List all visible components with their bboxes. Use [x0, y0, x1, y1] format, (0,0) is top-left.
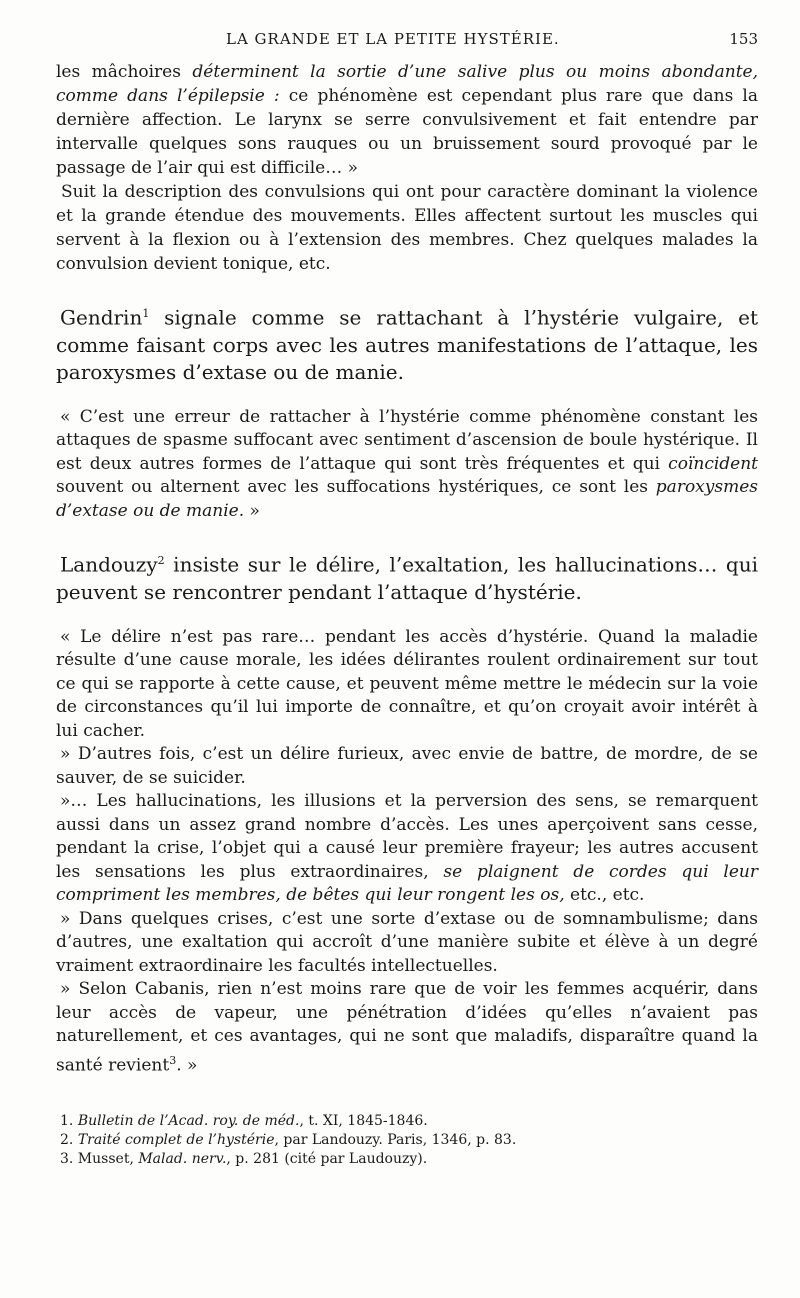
footnote-1 — [60, 1112, 758, 1131]
text-run: insiste sur le délire, l’exaltation, les hallucinations… qui peuvent se rencontrer pendant l’attaque d’hystérie. — [56, 552, 758, 604]
text-run: « C’est une erreur de rattacher à l’hystérie comme phénomène constant les attaques de spasme suffocant avec sentiment d’ascension de boule hystérique. Il est deux autres formes de l’attaque qui sont très fréquentes et qui — [56, 406, 758, 474]
italic-run: paroxysmes d’extase ou de manie. — [56, 477, 758, 521]
italic-run: Malad. nerv. — [138, 1150, 227, 1167]
footnote-number: 3. — [60, 1150, 74, 1167]
footnote-ref[interactable]: 1 — [142, 307, 150, 320]
paragraph-gendrin — [56, 300, 758, 386]
text-run: Musset, — [73, 1150, 139, 1167]
quote-paragraph: « Le délire n’est pas rare… pendant les accès d’hystérie. Quand la maladie résulte d’une cause morale, les idées délirantes roulent ordinairement sur tout ce qui se rapporte à cette cause, et peuvent même mettre le médecin sur la voie de circonstances qu’il lui importe de connaître, et qu’on croyait avoir intérêt à lui cacher. — [56, 626, 758, 741]
page-number: 153 — [729, 30, 758, 48]
footnote-number: 1. — [60, 1112, 74, 1129]
italic-run: déterminent la sortie d’une salive plus ou moins abondante, comme dans l’épilepsie : — [56, 62, 758, 106]
italic-run: Bulletin de l’Acad. roy. de méd. — [77, 1112, 300, 1129]
text-run: » — [244, 500, 260, 521]
author-name: Gendrin — [60, 305, 143, 330]
text-run: . » — [176, 1055, 198, 1076]
text-run: signale comme se rattachant à l’hystérie vulgaire, et comme faisant corps avec les autres manifestations de l’attaque, les paroxysmes d’extase ou de manie. — [56, 305, 758, 384]
quote-gendrin — [56, 406, 758, 524]
italic-run: coïncident — [668, 453, 758, 474]
italic-run: se plaignent de cordes qui leur compriment les membres, de bêtes qui leur rongent les os, — [56, 861, 758, 906]
top-text-block — [56, 60, 758, 276]
footnote-3 — [60, 1150, 758, 1169]
footnote-ref[interactable]: 2 — [157, 554, 165, 568]
italic-run: Traité complet de l’hystérie — [77, 1131, 275, 1148]
book-page — [56, 30, 758, 1169]
paragraph-convulsions: Suit la description des convulsions qui ont pour caractère dominant la violence et la grande étendue des mouvements. Elles affectent surtout les muscles qui servent à la flexion ou à l’extension des membres. Chez quelques malades la convulsion devient tonique, etc. — [56, 182, 758, 274]
text-run: souvent ou alternent avec les suffocations hystériques, ce sont les — [56, 477, 656, 498]
text-run: »… Les hallucinations, les illusions et la perversion des sens, se remarquent aussi dans un assez grand nombre d’accès. Les unes aperçoivent sans cesse, pendant la crise, l’objet qui a causé leur première frayeur; les autres accusent les sensations les plus extraordinaires, — [56, 791, 758, 882]
footnote-number: 2. — [60, 1131, 74, 1148]
quote-paragraph: » Dans quelques crises, c’est une sorte d’extase ou de somnambulisme; dans d’autres, une exaltation qui accroît d’une manière subite et élève à un degré vraiment extraordinaire les facultés intellectuelles. — [56, 908, 758, 976]
text-run: » Selon Cabanis, rien n’est moins rare que de voir les femmes acquérir, dans leur accès de vapeur, une pénétration d’idées qu’elles n’avaient pas naturellement, et ces avantages, qui ne sont que maladifs, disparaître quand la santé revient — [56, 979, 758, 1076]
footnote-ref[interactable]: 3 — [169, 1053, 177, 1067]
running-title: LA GRANDE ET LA PETITE HYSTÉRIE. — [226, 30, 560, 48]
quote-paragraph: » D’autres fois, c’est un délire furieux, avec envie de battre, de mordre, de se sauver, de se suicider. — [56, 744, 758, 788]
footnote-2 — [60, 1131, 758, 1150]
footnotes — [56, 1112, 758, 1169]
paragraph-landouzy — [56, 547, 758, 606]
text-run: ce phénomène est cependant plus rare que dans la dernière affection. Le larynx se serre convulsivement et fait entendre par intervalle quelques sons rauques ou un bruissement sourd provoqué par le passage de l’air qui est difficile… » — [56, 86, 758, 178]
text-run: , t. XI, 1845-1846. — [299, 1112, 428, 1129]
text-run: les mâchoires — [56, 62, 193, 82]
running-header — [56, 30, 758, 48]
quote-landouzy — [56, 626, 758, 1078]
quote-paragraph — [56, 978, 758, 1078]
author-name: Landouzy — [60, 552, 158, 577]
quote-paragraph — [56, 790, 758, 908]
text-run: etc., etc. — [564, 885, 645, 906]
paragraph-continuation — [56, 60, 758, 180]
text-run: , p. 281 (cité par Laudouzy). — [226, 1150, 428, 1167]
text-run: , par Landouzy. Paris, 1346, p. 83. — [274, 1131, 517, 1148]
